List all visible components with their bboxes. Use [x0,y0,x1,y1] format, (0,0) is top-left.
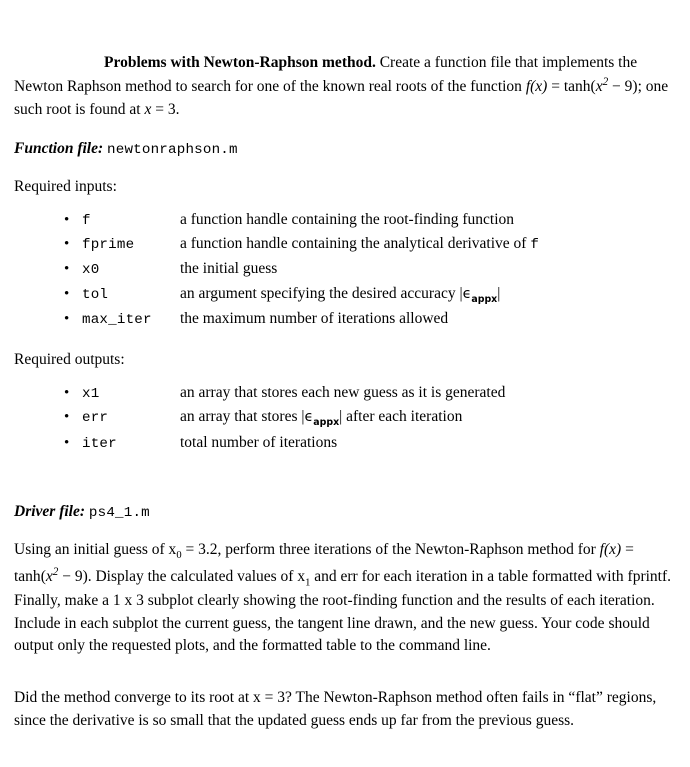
driver-text-part2: = 3.2, perform three iterations of the Newton-Raphson method for [181,541,600,559]
intro-text-after-title: Create a function file that implements the Newton Raphson method to search for one of the known real roots of the function [14,54,638,96]
input-desc-tol-text: an argument specifying the desired accuracy [180,284,460,302]
formula-paren-x: (x) [530,78,548,96]
function-file-line [14,138,678,161]
required-outputs-list [14,382,678,455]
driver-paragraph [14,539,678,657]
input-term-x0: x0 [82,262,100,279]
intro-text-tail: ; one such root is found at [14,78,669,119]
bullet-icon: • [64,261,70,278]
root-value: = 3. [151,101,180,119]
driver-file-label: Driver file: [14,502,86,520]
output-desc-err [180,406,678,429]
driver-text-part1: Using an initial guess of x [14,541,177,559]
formula-tanh: tanh [563,78,591,96]
formula-variable-x: x [45,567,53,585]
list-item [14,432,678,455]
spacer [14,657,678,687]
abs-bar-open: | [301,408,305,426]
abs-bar-close: | [497,284,501,302]
epsilon-symbol [462,284,501,305]
spacer [14,122,678,138]
input-desc-x0: the initial guess [180,260,278,278]
spacer [14,333,678,349]
formula-minus-nine: − 9) [58,567,88,585]
output-desc-iter: total number of iterations [180,433,338,451]
formula-open-paren: ( [40,567,46,585]
epsilon-subscript: appx [313,417,340,429]
output-term-x1: x1 [82,385,100,402]
list-item [14,406,678,429]
spacer [14,160,678,176]
input-term-tol: tol [82,286,109,303]
input-term-fprime: fprime [82,237,135,254]
output-term-iter: iter [82,435,117,452]
abs-bar-close: | [339,408,343,426]
intro-paragraph [14,52,678,122]
root-variable-x: x [144,101,152,119]
formula-exponent: 2 [602,76,609,89]
input-desc-fprime-text: a function handle containing the analytical derivative of [180,235,531,253]
bullet-icon: • [64,285,70,302]
spacer [14,457,678,501]
input-desc-f: a function handle containing the root-finding function [180,210,515,228]
formula-equals: = [621,541,634,559]
bullet-icon: • [64,434,70,451]
driver-file-line [14,501,678,524]
output-desc-err-pre: an array that stores [180,408,302,426]
formula-minus-nine: − 9) [608,78,638,96]
output-desc-err-post: after each iteration [342,408,463,426]
formula-tanh: tanh [14,567,41,585]
list-item [14,382,678,405]
formula-paren-x: (x) [603,541,622,559]
x1-subscript: 1 [305,576,311,588]
formula-equals: = [547,78,564,96]
output-desc-x1: an array that stores each new guess as it is generated [180,383,506,401]
list-item [14,233,678,256]
input-desc-fprime-code: f [530,237,540,254]
problem-title: Problems with Newton-Raphson method. [104,54,376,71]
x0-subscript: 0 [176,550,182,562]
bullet-icon: • [64,211,70,228]
document-content [14,52,678,732]
input-term-f: f [82,212,91,229]
epsilon-glyph: ϵ [304,409,314,426]
list-item [14,209,678,232]
bullet-icon: • [64,409,70,426]
driver-file-name: ps4_1.m [88,504,150,521]
input-desc-tol [180,283,678,306]
input-desc-fprime [180,233,678,256]
epsilon-glyph: ϵ [462,285,472,302]
spacer [14,523,678,539]
epsilon-subscript: appx [471,293,498,305]
driver-text-part4: and err for each iteration in a table formatted with fprintf. Finally, make a 1 x 3 subplot clearly showing the root-finding function and the results of each iteration. Include in each subplot the current guess, the tangent line drawn, and the new guess. Your code should output only the requested plots, and the formatted table to the command line. [14,567,672,654]
list-item [14,283,678,306]
output-term-err: err [82,410,109,427]
formula-variable-x: x [595,78,603,96]
bullet-icon: • [64,311,70,328]
bullet-icon: • [64,384,70,401]
required-inputs-heading: Required inputs: [14,178,117,196]
required-outputs-heading: Required outputs: [14,351,125,369]
formula-open-paren: ( [590,78,596,96]
formula-f: f [525,78,531,96]
required-inputs-list [14,209,678,331]
abs-bar-open: | [459,284,463,302]
list-item [14,258,678,281]
list-item [14,308,678,331]
driver-text-part3: . Display the calculated values of x [87,567,306,585]
formula-f: f [599,541,604,559]
input-desc-max-iter: the maximum number of iterations allowed [180,310,449,328]
function-file-label: Function file: [14,139,104,157]
closing-paragraph: Did the method converge to its root at x = 3? The Newton-Raphson method often fails in “flat” regions, since the derivative is so small that the updated guess ends up far from the previous guess. [14,689,657,729]
input-term-max-iter: max_iter [82,312,152,329]
formula-exponent: 2 [52,565,59,578]
epsilon-symbol [304,409,340,429]
bullet-icon: • [64,236,70,253]
function-file-name: newtonraphson.m [107,141,238,158]
